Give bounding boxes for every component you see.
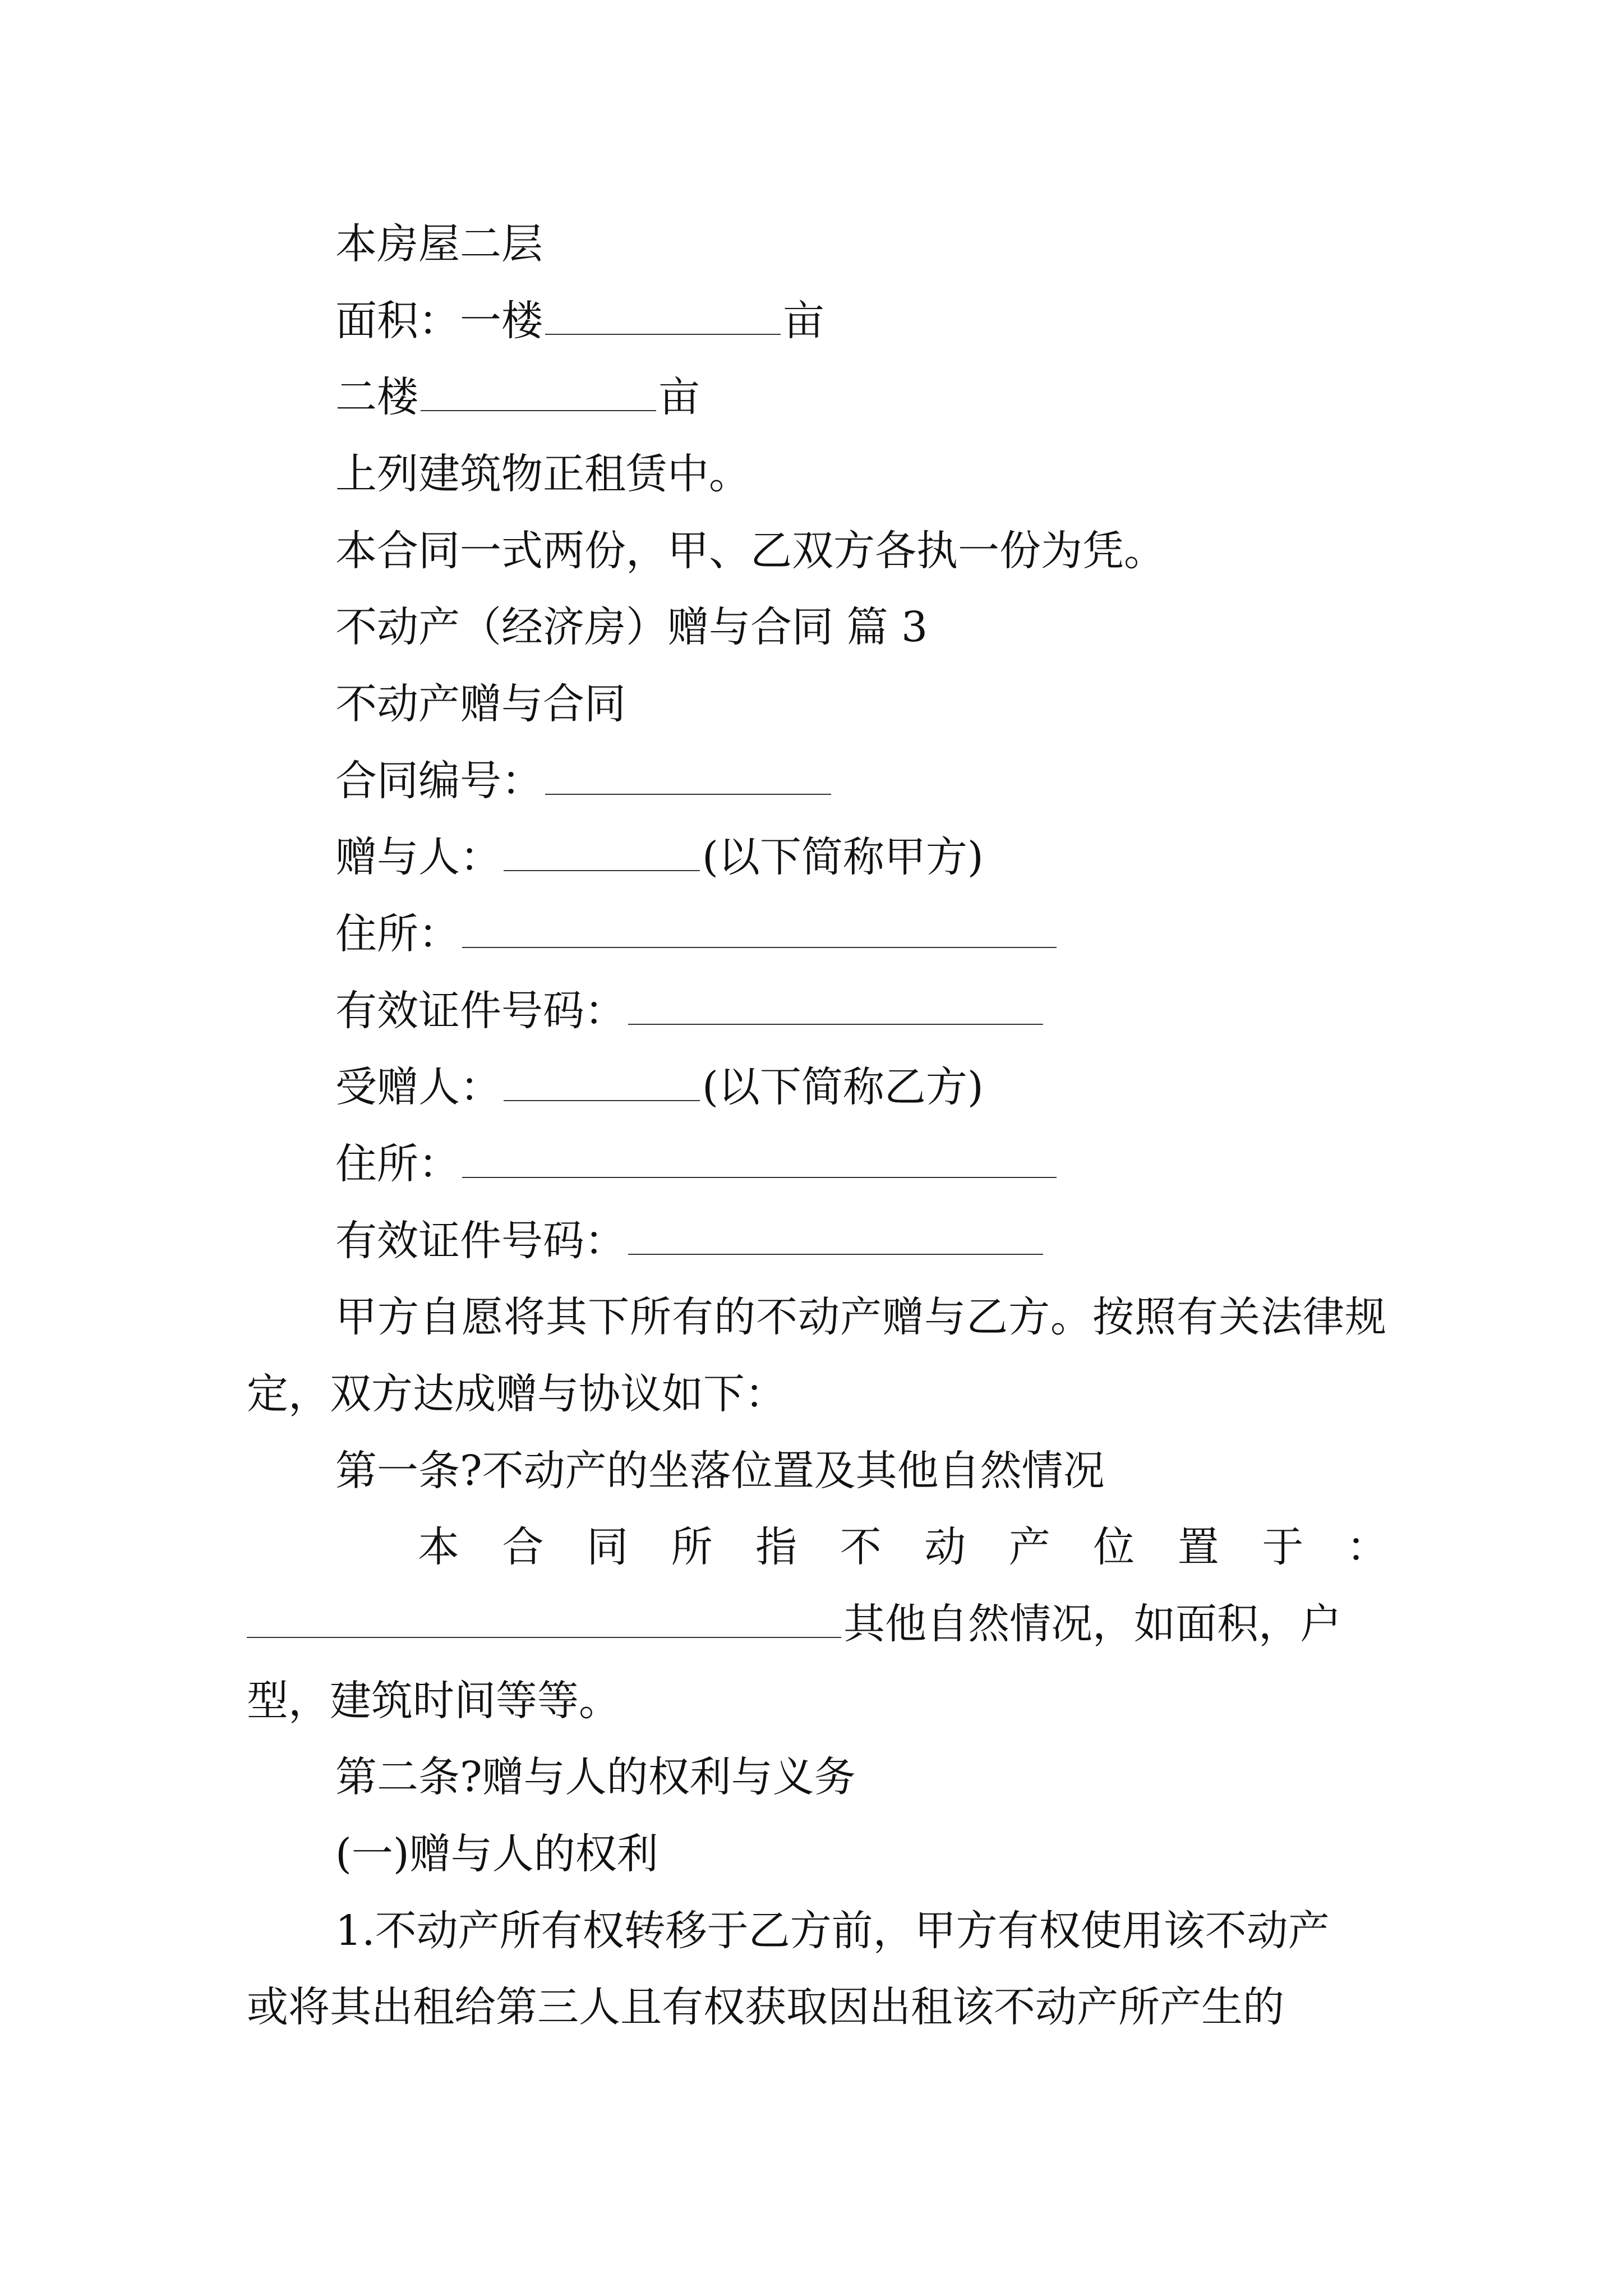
char: 指 <box>755 1523 797 1571</box>
fill-blank[interactable] <box>247 1600 841 1638</box>
area-second-floor-line <box>335 369 700 425</box>
line-text: 亩 <box>658 373 700 421</box>
line-text: (以下简称乙方) <box>702 1063 984 1111</box>
fill-blank[interactable] <box>628 1217 1043 1255</box>
section-heading <box>335 599 928 655</box>
line-text: 或将其出租给第三人且有权获取因出租该不动产所产生的 <box>247 1983 1284 2031</box>
subsection-heading <box>335 1826 658 1882</box>
fill-blank[interactable] <box>462 1140 1057 1178</box>
article-heading <box>335 1749 856 1805</box>
line-text: 第一条?不动产的坐落位置及其他自然情况 <box>335 1447 1105 1495</box>
paragraph-line <box>247 1596 1341 1652</box>
char: 合 <box>502 1523 544 1571</box>
char: 不 <box>840 1523 882 1571</box>
line-text: 有效证件号码： <box>335 1217 626 1265</box>
donee-address-line <box>335 1136 1059 1192</box>
line-text: 亩 <box>783 297 824 345</box>
line-text: 定，双方达成赠与协议如下： <box>247 1370 786 1418</box>
char: 所 <box>671 1523 713 1571</box>
contract-title <box>335 676 626 732</box>
line-text: 第二条?赠与人的权利与义务 <box>335 1753 856 1801</box>
line-text: 本房屋二层 <box>335 220 543 268</box>
donor-id-line <box>335 983 1045 1039</box>
fill-blank[interactable] <box>545 297 781 335</box>
char: 本 <box>418 1523 459 1571</box>
paragraph-line <box>247 1979 1284 2035</box>
line-text: 不动产赠与合同 <box>335 680 626 728</box>
line-text: 二楼 <box>335 373 418 421</box>
line-text: 甲方自愿将其下所有的不动产赠与乙方。按照有关法律规 <box>335 1293 1387 1341</box>
fill-blank[interactable] <box>545 757 831 795</box>
line-text: 有效证件号码： <box>335 987 626 1035</box>
text-line <box>335 523 1165 579</box>
char: 同 <box>587 1523 629 1571</box>
char: 产 <box>1008 1523 1050 1571</box>
text-line <box>335 446 750 502</box>
justified-line <box>418 1519 1388 1575</box>
line-text: 其他自然情况，如面积，户 <box>843 1600 1341 1648</box>
char: 于 <box>1262 1523 1304 1571</box>
paragraph-line <box>335 1903 1330 1959</box>
line-text: 面积：一楼 <box>335 297 543 345</box>
line-text: 受赠人： <box>335 1063 501 1111</box>
area-first-floor-line <box>335 293 824 349</box>
line-text: (一)赠与人的权利 <box>335 1830 658 1878</box>
article-heading <box>335 1443 1105 1499</box>
line-text: 型，建筑时间等等。 <box>247 1677 620 1725</box>
line-text: 合同编号： <box>335 757 543 805</box>
fill-blank[interactable] <box>628 987 1043 1025</box>
char: 动 <box>924 1523 966 1571</box>
line-text: 住所： <box>335 910 460 958</box>
line-text: 上列建筑物正租赁中。 <box>335 450 750 498</box>
line-text: 不动产（经济房）赠与合同 篇 3 <box>335 603 928 651</box>
fill-blank[interactable] <box>462 910 1057 948</box>
char: ： <box>1346 1523 1388 1571</box>
line-text: 赠与人： <box>335 833 501 881</box>
line-text: 本合同一式两份，甲、乙双方各执一份为凭。 <box>335 527 1165 575</box>
donee-line <box>335 1059 984 1115</box>
char: 置 <box>1177 1523 1219 1571</box>
contract-number-line <box>335 753 833 809</box>
line-text: 住所： <box>335 1140 460 1188</box>
text-line <box>335 216 543 272</box>
fill-blank[interactable] <box>421 373 656 411</box>
line-text: 1.不动产所有权转移于乙方前，甲方有权使用该不动产 <box>335 1907 1330 1955</box>
donee-id-line <box>335 1213 1045 1269</box>
fill-blank[interactable] <box>504 833 700 871</box>
paragraph-line <box>247 1366 786 1422</box>
char: 位 <box>1093 1523 1135 1571</box>
donor-address-line <box>335 906 1059 962</box>
paragraph-line <box>335 1289 1387 1345</box>
line-text: (以下简称甲方) <box>702 833 984 881</box>
donor-line <box>335 829 984 885</box>
fill-blank[interactable] <box>504 1063 700 1101</box>
paragraph-line <box>247 1673 620 1729</box>
